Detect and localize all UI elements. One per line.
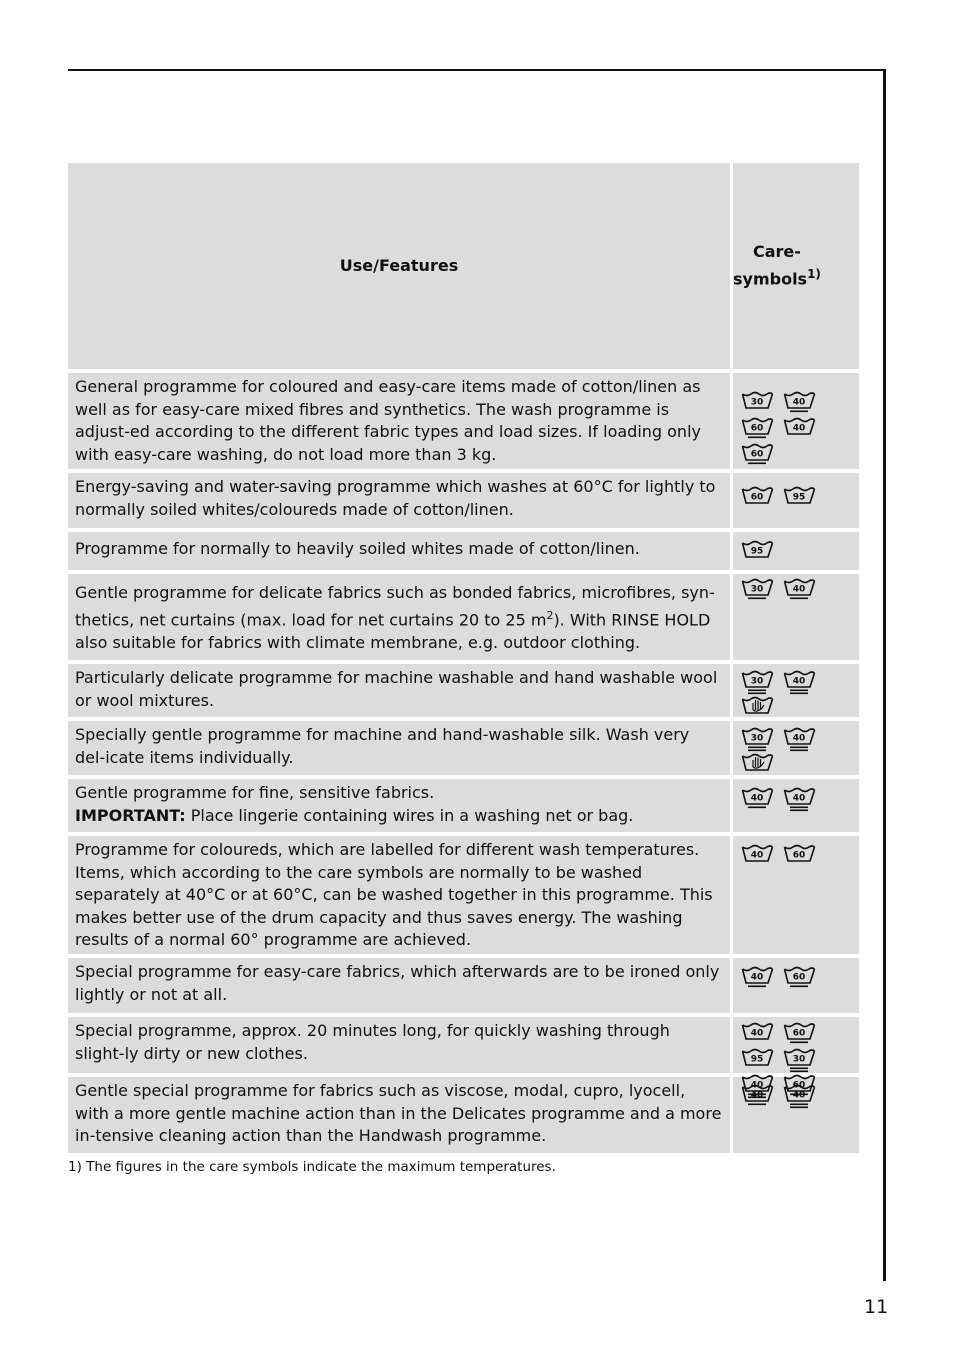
row-text: Energy-saving and water-saving programme which washes at 60°C for lightly to normally soiled whites/coloureds made of cotton/linen. [68,473,730,528]
row-symbols [733,836,859,954]
svg-text:40: 40 [792,397,806,408]
wash-tub-95-icon [741,1048,774,1074]
svg-text:60: 60 [792,850,806,861]
svg-text:40: 40 [792,423,806,434]
svg-text:60: 60 [792,1080,806,1091]
table-row [68,574,859,660]
svg-text:40: 40 [792,733,806,744]
handwash-tub-icon [741,753,774,779]
wash-tub-60-icon [783,1022,816,1048]
wash-tub-40-icon [741,1022,774,1048]
row-symbols [733,721,859,775]
row-symbols [733,373,859,469]
row-text: Programme for normally to heavily soiled whites made of cotton/linen. [68,532,730,570]
table-row [68,1017,859,1091]
wash-tub-60-icon [741,486,774,512]
table-header [68,163,859,369]
svg-text:40: 40 [792,1090,806,1101]
row-text: Specially gentle programme for machine and hand-washable silk. Wash very del-icate items individually. [68,721,730,775]
top-rule [68,69,885,71]
svg-text:40: 40 [750,1080,764,1091]
right-rule [883,69,886,1281]
wash-tub-40-icon [783,578,816,604]
programme-table [68,163,859,1153]
wash-tub-95-icon [783,486,816,512]
important-text: Place lingerie containing wires in a washing net or bag. [185,805,634,825]
wash-tub-60-icon [741,443,774,469]
svg-text:60: 60 [750,423,764,434]
svg-text:30: 30 [750,397,764,408]
table-row [68,779,859,832]
footnote: 1) The figures in the care symbols indicate the maximum temperatures. [68,1159,556,1175]
svg-text:40: 40 [750,1028,764,1039]
table-row [68,958,859,1013]
wash-tub-30-icon [741,727,774,753]
wash-tub-60-icon [783,844,816,870]
row-symbols [733,958,859,1013]
svg-text:30: 30 [750,584,764,595]
svg-text:95: 95 [750,1054,764,1065]
wash-tub-40-icon [741,1084,774,1110]
svg-text:30: 30 [750,733,764,744]
row-text-pre: Gentle programme for delicate fabrics such as bonded fabrics, microfibres, syn-thetics, net curtains (max. load for net curtains 20 to 25 m [75,583,715,629]
row-text [68,779,730,832]
row-text-sup: 2 [546,608,554,622]
row-text: Particularly delicate programme for machine washable and hand washable wool or wool mixtures. [68,664,730,717]
header-care-sup: 1) [807,267,821,282]
svg-text:95: 95 [750,546,764,557]
header-care-line1: Care- [753,242,801,262]
wash-tub-60-icon [741,417,774,443]
svg-text:40: 40 [750,793,764,804]
svg-text:40: 40 [750,850,764,861]
wash-tub-30-icon [741,578,774,604]
row-symbols [733,574,859,660]
table-row [68,532,859,570]
wash-tub-60-icon [783,966,816,992]
wash-tub-40-icon [783,787,816,813]
svg-text:40: 40 [792,584,806,595]
svg-text:60: 60 [792,972,806,983]
row-text: Special programme for easy-care fabrics, which afterwards are to be ironed only lightly or not at all. [68,958,730,1013]
row-text: Programme for coloureds, which are labelled for different wash temperatures. Items, which according to the care symbols are normally to be washed separately at 40°C or at 60°C, can be washed together in this programme. This makes better use of the drum capacity and thus saves energy. The washing results of a normal 60° programme are achieved. [68,836,730,954]
svg-text:40: 40 [750,1090,764,1101]
wash-tub-30-icon [741,670,774,696]
header-use-features: Use/Features [68,163,730,369]
page-number: 11 [864,1296,889,1318]
svg-text:60: 60 [750,449,764,460]
svg-text:60: 60 [792,1028,806,1039]
handwash-tub-icon [741,696,774,722]
wash-tub-30-icon [783,1048,816,1074]
wash-tub-95-icon [741,540,774,566]
wash-tub-40-icon [741,966,774,992]
important-label: IMPORTANT: [75,805,186,825]
row-symbols [733,1077,859,1153]
wash-tub-40-icon [741,787,774,813]
svg-text:30: 30 [792,1054,806,1065]
header-care-line2: symbols [733,269,808,289]
svg-text:30: 30 [750,676,764,687]
row-text [68,574,730,660]
wash-tub-40-icon [741,844,774,870]
row-text: Gentle special programme for fabrics such as viscose, modal, cupro, lyocell, with a more gentle machine action than in the Delicates programme and a more in-tensive cleaning action than the Handwash programme. [68,1077,730,1153]
svg-text:40: 40 [792,793,806,804]
table-row [68,664,859,717]
table-row [68,836,859,954]
row-text: Special programme, approx. 20 minutes long, for quickly washing through slight-ly dirty or new clothes. [68,1017,730,1073]
svg-text:60: 60 [750,492,764,503]
row-symbols [733,532,859,570]
row-text-post: ). With RINSE HOLD also suitable for fabrics with climate membrane, e.g. outdoor clothing. [75,609,711,652]
wash-tub-30-icon [741,391,774,417]
wash-tub-40-icon [783,727,816,753]
wash-tub-40-icon [783,670,816,696]
svg-text:40: 40 [750,972,764,983]
row-text: General programme for coloured and easy-care items made of cotton/linen as well as for easy-care mixed fibres and synthetics. The wash programme is adjust-ed according to the different fabric types and load sizes. If loading only with easy-care washing, do not load more than 3 kg. [68,373,730,469]
table-row [68,373,859,469]
wash-tub-40-icon [783,1084,816,1110]
row-text-line1: Gentle programme for fine, sensitive fabrics. [75,783,435,802]
header-care-symbols [733,163,859,369]
table-row [68,721,859,775]
row-symbols [733,473,859,528]
wash-tub-40-icon [783,391,816,417]
header-care-line2-wrap [733,263,821,290]
row-symbols [733,1017,859,1091]
svg-text:40: 40 [792,676,806,687]
wash-tub-40-icon [783,417,816,443]
table-row [68,1077,859,1153]
table-row [68,473,859,528]
row-symbols [733,779,859,832]
svg-text:95: 95 [792,492,806,503]
row-symbols [733,664,859,717]
